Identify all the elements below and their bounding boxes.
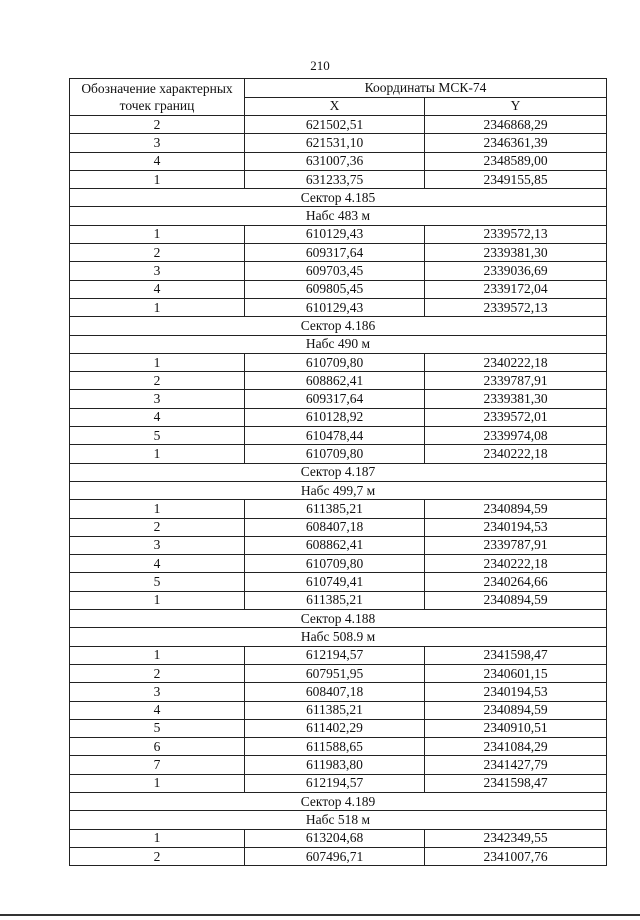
- table-row: [70, 445, 607, 463]
- x-coordinate-cell: 610128,92: [245, 408, 425, 426]
- table-row: [70, 170, 607, 188]
- x-coordinate-cell: 608407,18: [245, 518, 425, 536]
- point-cell: 5: [70, 573, 245, 591]
- section-row: [70, 811, 607, 829]
- x-coordinate-cell: 610709,80: [245, 353, 425, 371]
- y-coordinate-cell: 2341084,29: [425, 738, 607, 756]
- y-coordinate-cell: 2339172,04: [425, 280, 607, 298]
- y-column-header: Y: [425, 97, 607, 116]
- y-coordinate-cell: 2339572,13: [425, 298, 607, 316]
- table-row: [70, 280, 607, 298]
- section-title: Набс 508.9 м: [70, 628, 607, 646]
- x-coordinate-cell: 612194,57: [245, 646, 425, 664]
- point-cell: 1: [70, 591, 245, 609]
- table-row: [70, 774, 607, 792]
- coordinates-group-header: Координаты МСК-74: [245, 79, 607, 98]
- y-coordinate-cell: 2340264,66: [425, 573, 607, 591]
- table-row: [70, 262, 607, 280]
- x-coordinate-cell: 631233,75: [245, 170, 425, 188]
- section-row: [70, 628, 607, 646]
- table-row: [70, 664, 607, 682]
- x-coordinate-cell: 607496,71: [245, 847, 425, 865]
- table-body: [70, 116, 607, 866]
- point-cell: 1: [70, 225, 245, 243]
- y-coordinate-cell: 2346868,29: [425, 116, 607, 134]
- point-cell: 4: [70, 701, 245, 719]
- section-title: Набс 518 м: [70, 811, 607, 829]
- y-coordinate-cell: 2339381,30: [425, 244, 607, 262]
- y-coordinate-cell: 2342349,55: [425, 829, 607, 847]
- y-coordinate-cell: 2340222,18: [425, 353, 607, 371]
- table-row: [70, 536, 607, 554]
- coordinates-table: [69, 78, 607, 866]
- point-cell: 1: [70, 829, 245, 847]
- x-coordinate-cell: 609317,64: [245, 244, 425, 262]
- x-coordinate-cell: 611588,65: [245, 738, 425, 756]
- y-coordinate-cell: 2346361,39: [425, 134, 607, 152]
- section-title: Набс 499,7 м: [70, 481, 607, 499]
- x-coordinate-cell: 610478,44: [245, 427, 425, 445]
- section-title: Набс 490 м: [70, 335, 607, 353]
- point-cell: 1: [70, 298, 245, 316]
- y-coordinate-cell: 2339036,69: [425, 262, 607, 280]
- y-coordinate-cell: 2348589,00: [425, 152, 607, 170]
- x-column-header: X: [245, 97, 425, 116]
- point-cell: 3: [70, 134, 245, 152]
- section-title: Сектор 4.186: [70, 317, 607, 335]
- section-row: [70, 481, 607, 499]
- y-coordinate-cell: 2339787,91: [425, 372, 607, 390]
- table-row: [70, 225, 607, 243]
- x-coordinate-cell: 611385,21: [245, 591, 425, 609]
- table-header: [70, 79, 607, 116]
- x-coordinate-cell: 610129,43: [245, 298, 425, 316]
- section-title: Сектор 4.187: [70, 463, 607, 481]
- point-cell: 1: [70, 646, 245, 664]
- table-row: [70, 701, 607, 719]
- y-coordinate-cell: 2341598,47: [425, 646, 607, 664]
- section-row: [70, 189, 607, 207]
- point-cell: 4: [70, 152, 245, 170]
- table-row: [70, 738, 607, 756]
- x-coordinate-cell: 610749,41: [245, 573, 425, 591]
- section-row: [70, 335, 607, 353]
- x-coordinate-cell: 611385,21: [245, 701, 425, 719]
- point-cell: 2: [70, 664, 245, 682]
- y-coordinate-cell: 2340222,18: [425, 445, 607, 463]
- section-title: Сектор 4.185: [70, 189, 607, 207]
- x-coordinate-cell: 608407,18: [245, 683, 425, 701]
- table-row: [70, 134, 607, 152]
- section-title: Набс 483 м: [70, 207, 607, 225]
- point-cell: 3: [70, 390, 245, 408]
- x-coordinate-cell: 611385,21: [245, 500, 425, 518]
- table-row: [70, 756, 607, 774]
- x-coordinate-cell: 608862,41: [245, 536, 425, 554]
- table-row: [70, 116, 607, 134]
- y-coordinate-cell: 2339572,01: [425, 408, 607, 426]
- y-coordinate-cell: 2339974,08: [425, 427, 607, 445]
- y-coordinate-cell: 2340194,53: [425, 683, 607, 701]
- section-row: [70, 207, 607, 225]
- table-row: [70, 298, 607, 316]
- x-coordinate-cell: 610709,80: [245, 445, 425, 463]
- point-cell: 3: [70, 683, 245, 701]
- y-coordinate-cell: 2339787,91: [425, 536, 607, 554]
- section-row: [70, 610, 607, 628]
- x-coordinate-cell: 610709,80: [245, 555, 425, 573]
- point-cell: 3: [70, 536, 245, 554]
- y-coordinate-cell: 2340894,59: [425, 500, 607, 518]
- point-designation-header: Обозначение характерных точек границ: [70, 79, 245, 116]
- table-row: [70, 353, 607, 371]
- table-row: [70, 829, 607, 847]
- point-cell: 2: [70, 518, 245, 536]
- x-coordinate-cell: 612194,57: [245, 774, 425, 792]
- x-coordinate-cell: 611983,80: [245, 756, 425, 774]
- table-row: [70, 244, 607, 262]
- y-coordinate-cell: 2340894,59: [425, 591, 607, 609]
- point-cell: 5: [70, 427, 245, 445]
- point-cell: 1: [70, 774, 245, 792]
- section-row: [70, 463, 607, 481]
- x-coordinate-cell: 609805,45: [245, 280, 425, 298]
- point-cell: 6: [70, 738, 245, 756]
- y-coordinate-cell: 2340894,59: [425, 701, 607, 719]
- x-coordinate-cell: 609317,64: [245, 390, 425, 408]
- y-coordinate-cell: 2341598,47: [425, 774, 607, 792]
- y-coordinate-cell: 2339572,13: [425, 225, 607, 243]
- x-coordinate-cell: 621502,51: [245, 116, 425, 134]
- table-row: [70, 573, 607, 591]
- scan-edge-line: [0, 914, 640, 916]
- y-coordinate-cell: 2340601,15: [425, 664, 607, 682]
- point-cell: 1: [70, 500, 245, 518]
- table-row: [70, 847, 607, 865]
- y-coordinate-cell: 2341007,76: [425, 847, 607, 865]
- point-cell: 7: [70, 756, 245, 774]
- point-cell: 3: [70, 262, 245, 280]
- page-number: 210: [310, 58, 330, 73]
- point-cell: 1: [70, 170, 245, 188]
- table-row: [70, 427, 607, 445]
- point-cell: 4: [70, 408, 245, 426]
- x-coordinate-cell: 621531,10: [245, 134, 425, 152]
- y-coordinate-cell: 2339381,30: [425, 390, 607, 408]
- table-row: [70, 719, 607, 737]
- x-coordinate-cell: 607951,95: [245, 664, 425, 682]
- section-title: Сектор 4.189: [70, 792, 607, 810]
- table-row: [70, 152, 607, 170]
- point-cell: 5: [70, 719, 245, 737]
- point-cell: 1: [70, 353, 245, 371]
- table-row: [70, 683, 607, 701]
- table-row: [70, 408, 607, 426]
- table-row: [70, 646, 607, 664]
- section-row: [70, 317, 607, 335]
- x-coordinate-cell: 610129,43: [245, 225, 425, 243]
- y-coordinate-cell: 2340910,51: [425, 719, 607, 737]
- y-coordinate-cell: 2340222,18: [425, 555, 607, 573]
- x-coordinate-cell: 608862,41: [245, 372, 425, 390]
- table-row: [70, 372, 607, 390]
- y-coordinate-cell: 2340194,53: [425, 518, 607, 536]
- x-coordinate-cell: 609703,45: [245, 262, 425, 280]
- table-row: [70, 591, 607, 609]
- point-cell: 2: [70, 372, 245, 390]
- point-cell: 2: [70, 244, 245, 262]
- section-row: [70, 792, 607, 810]
- table-row: [70, 500, 607, 518]
- x-coordinate-cell: 611402,29: [245, 719, 425, 737]
- point-cell: 1: [70, 445, 245, 463]
- table-row: [70, 518, 607, 536]
- point-cell: 4: [70, 555, 245, 573]
- point-cell: 4: [70, 280, 245, 298]
- section-title: Сектор 4.188: [70, 610, 607, 628]
- x-coordinate-cell: 631007,36: [245, 152, 425, 170]
- point-cell: 2: [70, 116, 245, 134]
- table-row: [70, 555, 607, 573]
- table-row: [70, 390, 607, 408]
- y-coordinate-cell: 2341427,79: [425, 756, 607, 774]
- point-cell: 2: [70, 847, 245, 865]
- x-coordinate-cell: 613204,68: [245, 829, 425, 847]
- y-coordinate-cell: 2349155,85: [425, 170, 607, 188]
